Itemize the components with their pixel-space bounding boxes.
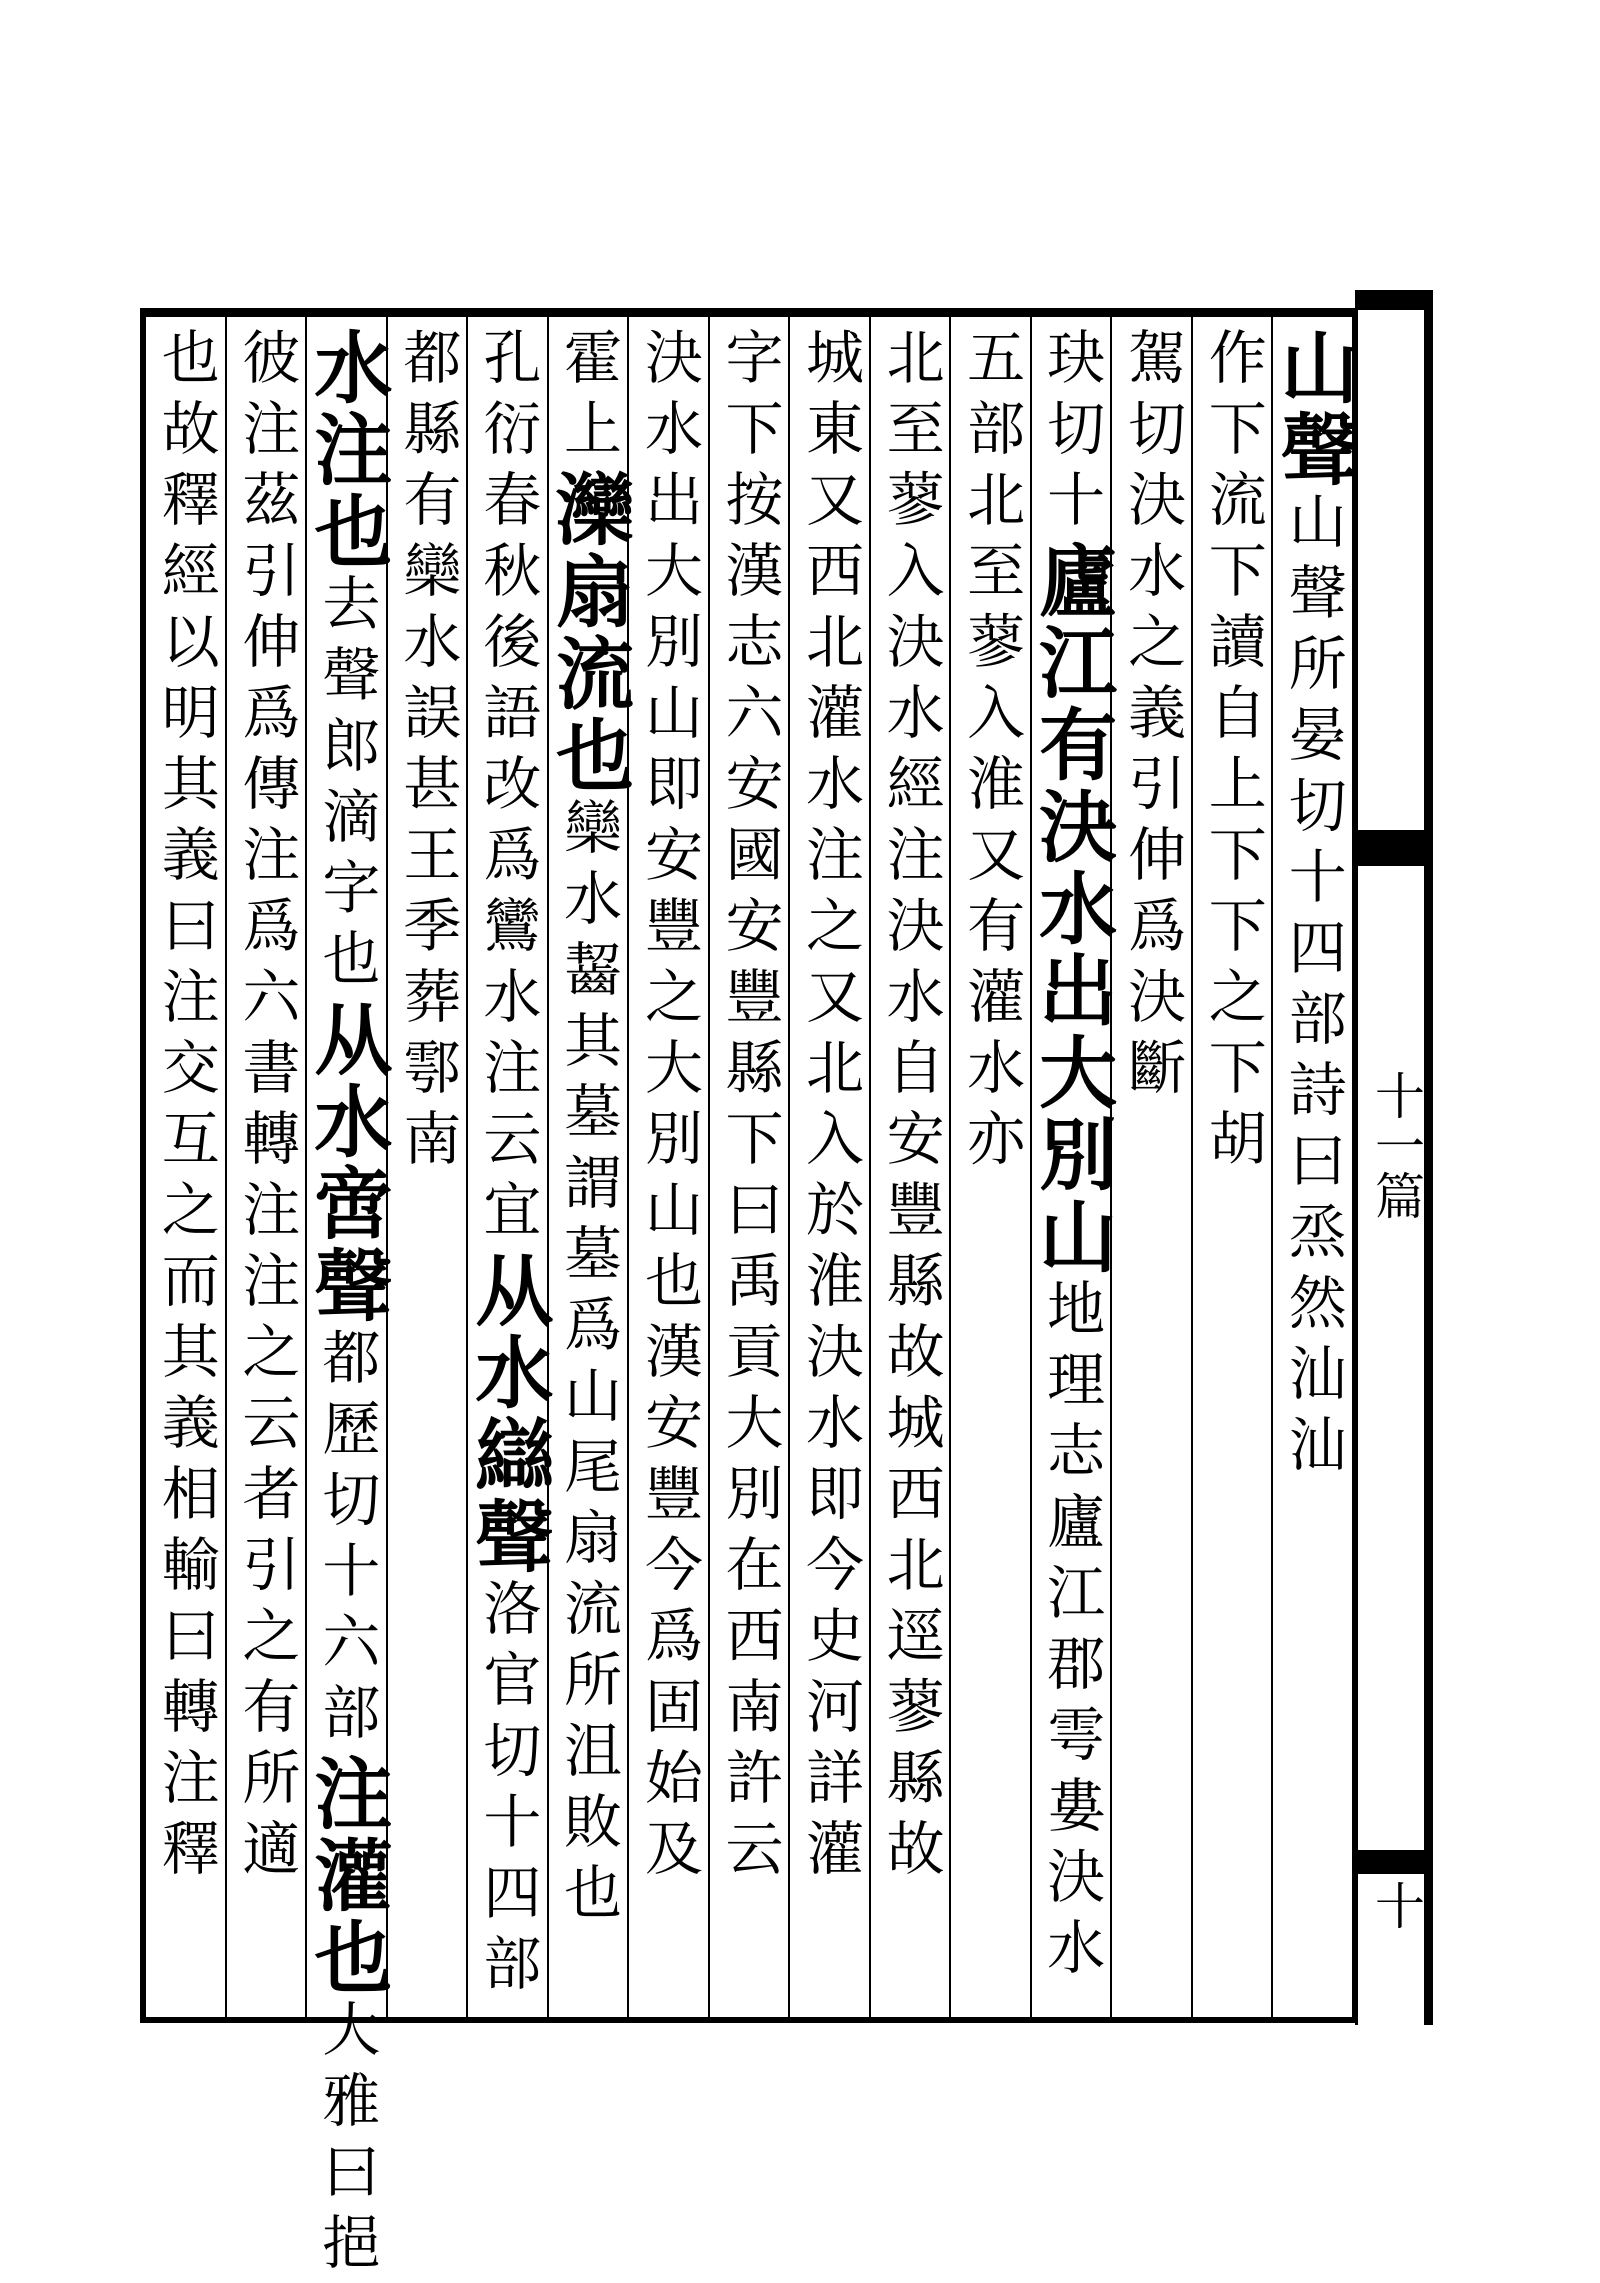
fish-tail-mark-lower (1358, 1850, 1424, 1874)
text-column (627, 317, 708, 2017)
column-note: 霍上 (553, 327, 622, 469)
head-phrase: 从水䜌聲 (462, 1250, 554, 1578)
column-text: 城東又西北灌水注之又北入於淮決水即今史河詳灌 (796, 327, 865, 1889)
volume-label: 十一篇 (1367, 1070, 1425, 1220)
column-note: 山聲所晏切十四部詩曰烝然汕汕 (1278, 491, 1347, 1485)
column-text (389, 317, 464, 2027)
column-text (953, 317, 1028, 2027)
head-phrase: 廬江有決水出大別山 (1026, 540, 1118, 1278)
fold-top-mark (1358, 290, 1424, 310)
column-note: 去聲郎滴字也 (312, 573, 381, 999)
text-column (542, 317, 634, 2017)
column-note: 北至蓼入淮又有灌水亦 (957, 469, 1026, 1179)
column-note: 五部 (957, 327, 1026, 469)
text-column (146, 317, 225, 2017)
text-columns (146, 317, 1359, 2283)
text-column (386, 317, 467, 2017)
column-note: 都歷切十六部 (312, 1327, 381, 1753)
text-column (708, 317, 789, 2017)
column-note: 欒水齧其墓謂墓爲山尾扇流所沮敗也 (553, 797, 622, 1933)
head-phrase: 注灌也 (301, 1753, 393, 1999)
column-text: 決水出大別山即安豐之大別山也漢安豐今爲固始及 (634, 327, 703, 1889)
text-column (1267, 317, 1359, 2017)
column-note: 玦切十 (1037, 327, 1106, 540)
column-text (1026, 317, 1118, 2027)
column-text (1267, 317, 1359, 2027)
fold-column (1355, 290, 1433, 2025)
text-column (1026, 317, 1118, 2017)
column-text: 北至蓼入決水經注決水自安豐縣故城西北逕蓼縣故 (876, 327, 945, 1889)
column-note: 洛官切十四部 (473, 1578, 542, 2004)
head-phrase: 从水啻聲 (301, 999, 393, 1327)
text-column (1110, 317, 1191, 2017)
fish-tail-mark (1358, 830, 1424, 866)
head-char: 山聲 (1267, 327, 1359, 491)
text-column (301, 317, 393, 2283)
text-column (225, 317, 306, 2017)
text-column (788, 317, 869, 2017)
column-text: 也故釋經以明其義曰注交互之而其義相輸曰轉注釋 (151, 327, 220, 1889)
column-text (542, 317, 634, 2027)
column-text (462, 317, 554, 2027)
column-text: 字下按漢志六安國安豐縣下曰禹貢大別在西南許云 (715, 327, 784, 1889)
page-number: 十 (1367, 1880, 1425, 1930)
column-note: 孔衍春秋後語改爲鸞水注云宜 (473, 327, 542, 1250)
column-note: 地理志廬江郡雩婁決水 (1037, 1278, 1106, 1988)
text-column (869, 317, 950, 2017)
column-text: 作下流下讀自上下下之下胡 (1198, 327, 1267, 1179)
text-column (949, 317, 1030, 2017)
column-text: 彼注茲引伸爲傳注爲六書轉注注之云者引之有所適 (232, 327, 301, 1889)
text-column (462, 317, 554, 2017)
head-phrase: 灤扇流也 (542, 469, 634, 797)
column-note: 都縣有欒水誤甚王季葬鄠南 (393, 327, 462, 1179)
text-column (1191, 317, 1272, 2017)
column-text: 駕切決水之義引伸爲決斷 (1118, 327, 1187, 1108)
head-phrase: 水注也 (301, 327, 393, 573)
column-note: 大雅曰挹 (312, 1999, 381, 2283)
column-text (301, 317, 393, 2283)
